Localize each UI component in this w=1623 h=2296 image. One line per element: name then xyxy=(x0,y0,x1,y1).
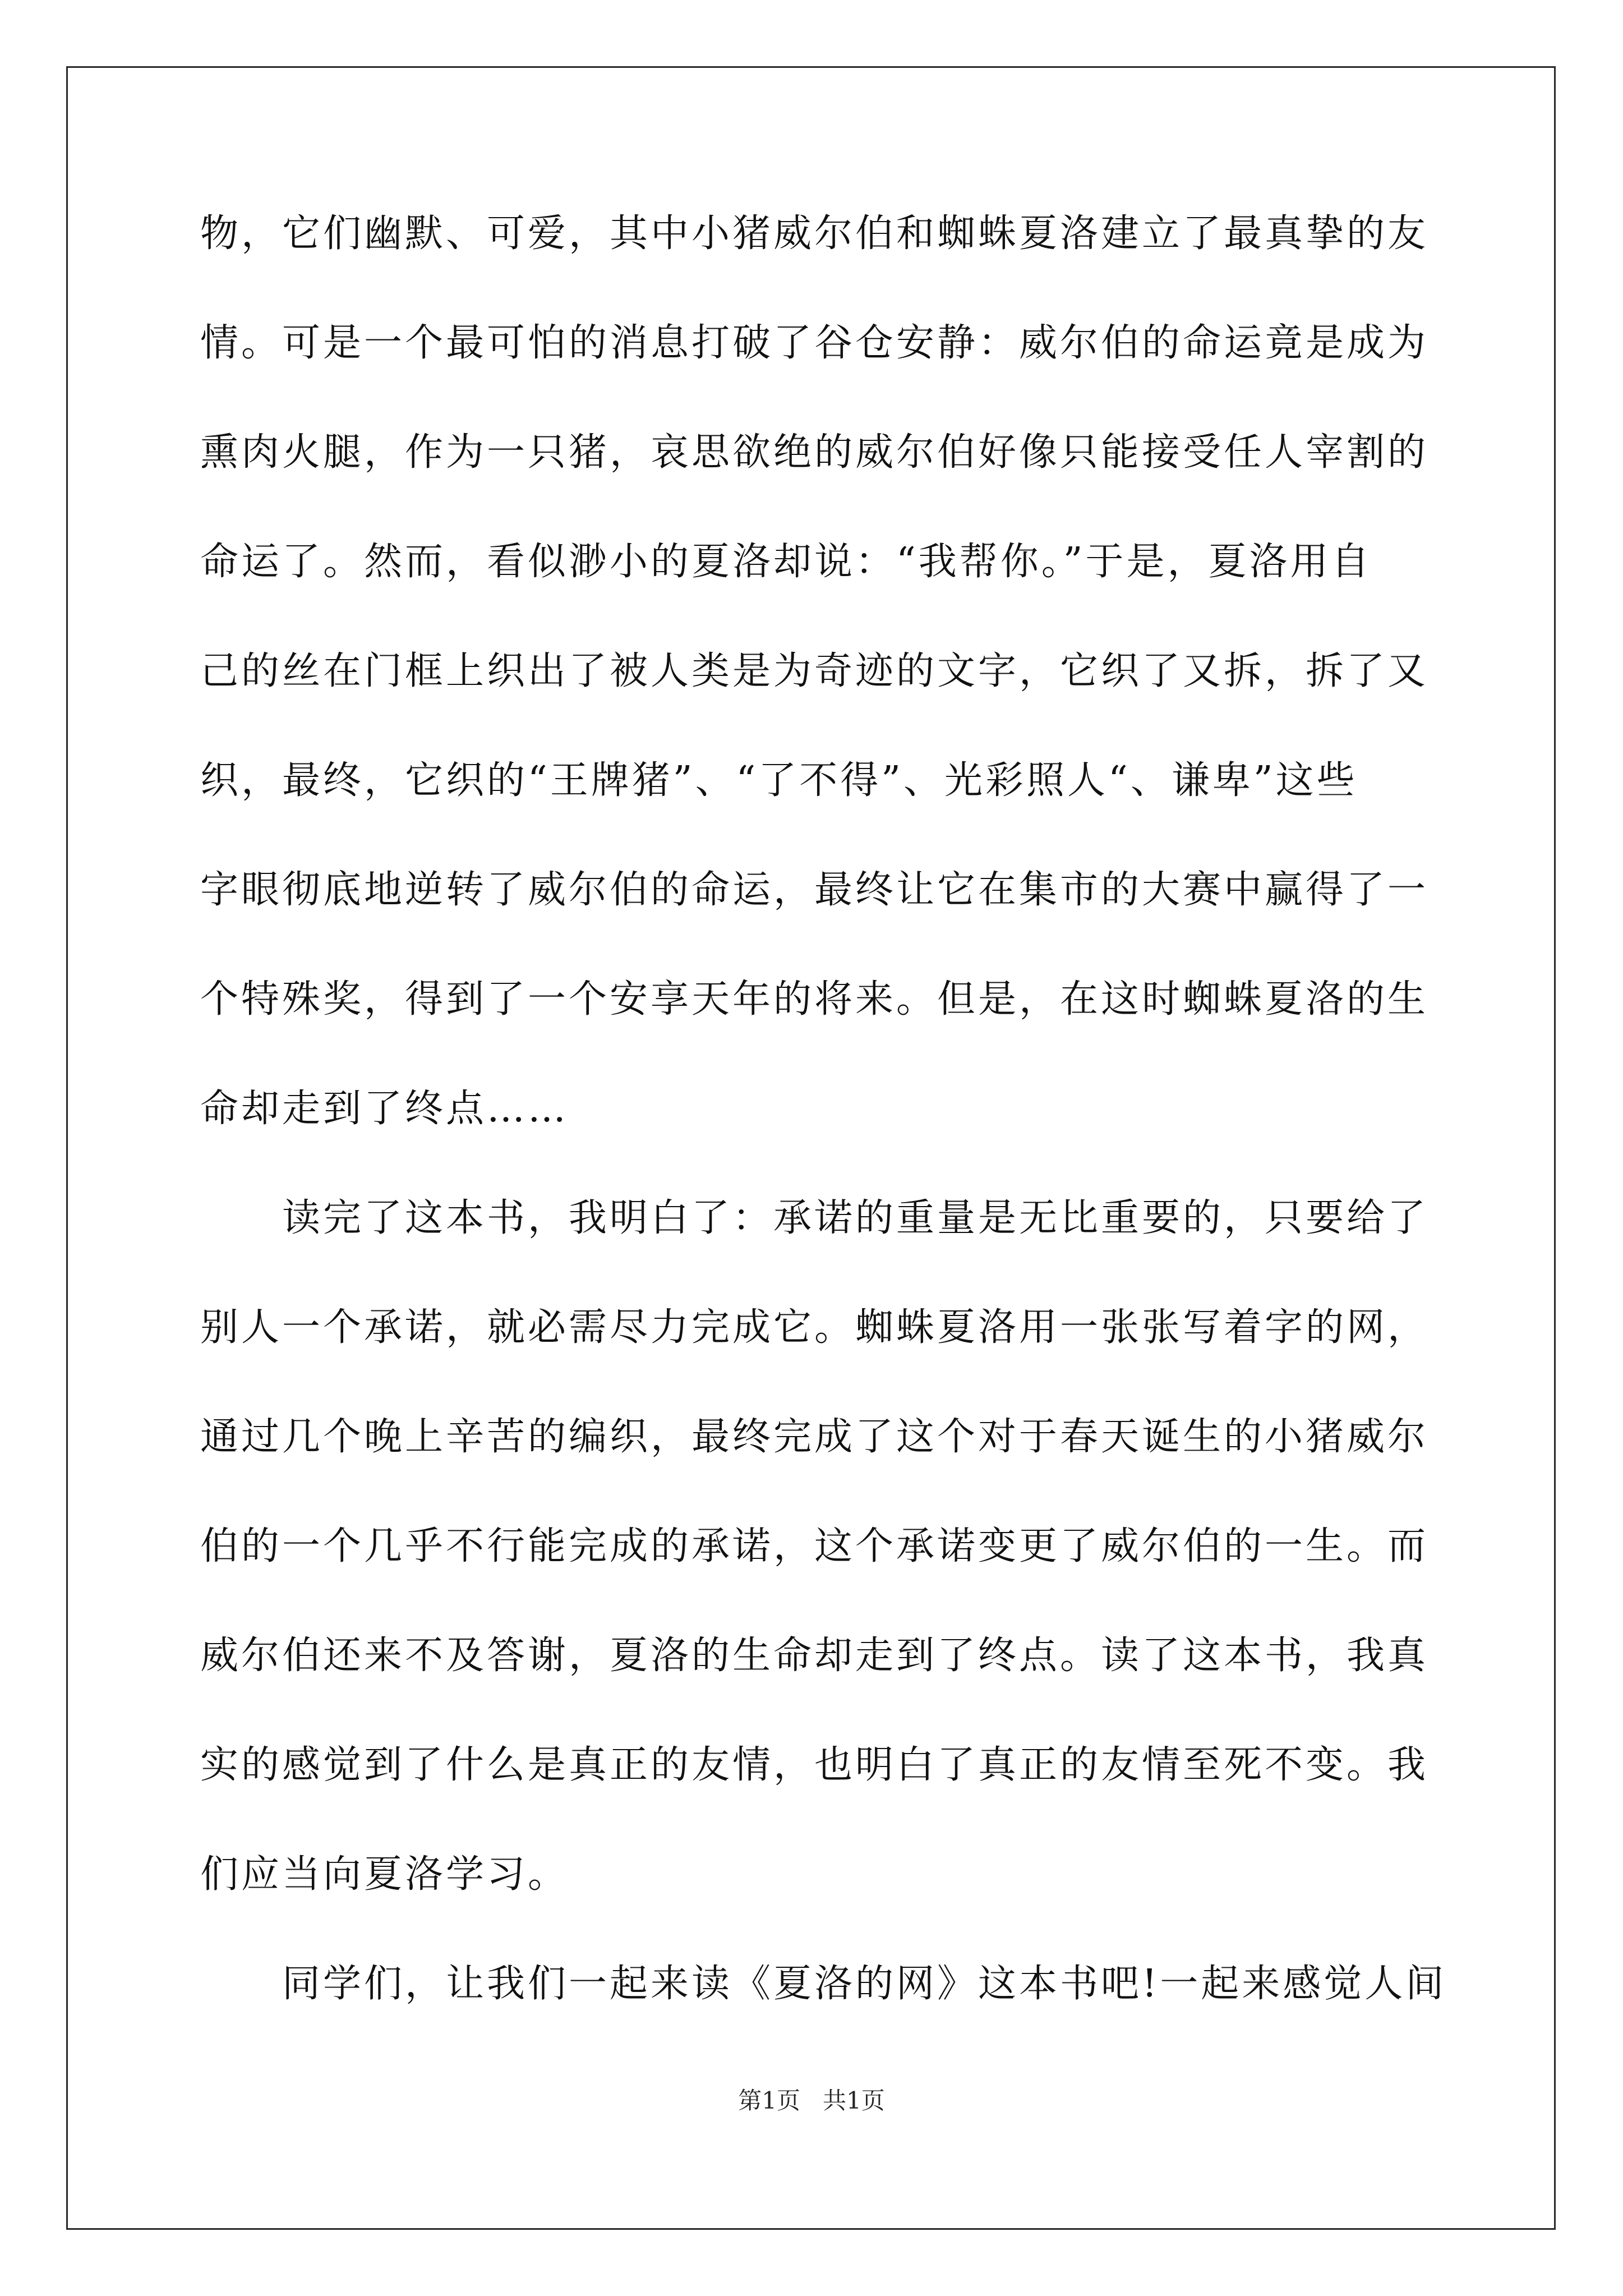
text-line: 通过几个晚上辛苦的编织，最终完成了这个对于春天诞生的小猪威尔 xyxy=(200,1415,1429,1459)
text-line: 实的感觉到了什么是真正的友情，也明白了真正的友情至死不变。我 xyxy=(200,1743,1429,1787)
text-line: 己的丝在门框上织出了被人类是为奇迹的文字，它织了又拆，拆了又 xyxy=(200,649,1429,693)
text-line: 读完了这本书，我明白了：承诺的重量是无比重要的，只要给了 xyxy=(200,1196,1429,1240)
text-line: 字眼彻底地逆转了威尔伯的命运，最终让它在集市的大赛中赢得了一 xyxy=(200,868,1429,912)
text-line: 命却走到了终点…… xyxy=(200,1087,569,1131)
text-line: 威尔伯还来不及答谢，夏洛的生命却走到了终点。读了这本书，我真 xyxy=(200,1634,1429,1678)
text-line: 物，它们幽默、可爱，其中小猪威尔伯和蜘蛛夏洛建立了最真挚的友 xyxy=(200,211,1429,256)
text-line: 命运了。然而，看似渺小的夏洛却说：“我帮你。”于是，夏洛用自 xyxy=(200,540,1372,584)
page-border xyxy=(66,66,1556,2230)
text-line: 同学们，让我们一起来读《夏洛的网》这本书吧!一起来感觉人间 xyxy=(200,1962,1447,2006)
text-line: 们应当向夏洛学习。 xyxy=(200,1852,569,1897)
page-footer: 第1页 共1页 xyxy=(738,2087,885,2114)
text-line: 个特殊奖，得到了一个安享天年的将来。但是，在这时蜘蛛夏洛的生 xyxy=(200,977,1429,1022)
text-line: 织，最终，它织的“王牌猪”、“了不得”、光彩照人“、谦卑”这些 xyxy=(200,758,1358,803)
text-line: 别人一个承诺，就必需尽力完成它。蜘蛛夏洛用一张张写着字的网， xyxy=(200,1305,1429,1350)
text-line: 情。可是一个最可怕的消息打破了谷仓安静：威尔伯的命运竟是成为 xyxy=(200,321,1429,365)
text-line: 伯的一个几乎不行能完成的承诺，这个承诺变更了威尔伯的一生。而 xyxy=(200,1524,1429,1568)
text-line: 熏肉火腿，作为一只猪，哀思欲绝的威尔伯好像只能接受任人宰割的 xyxy=(200,430,1429,475)
